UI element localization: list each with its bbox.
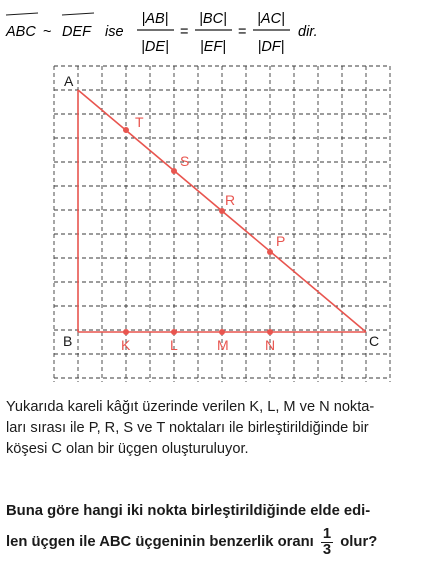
grid-figure	[0, 60, 448, 390]
label-n: N	[265, 337, 276, 353]
label-t: T	[135, 114, 144, 130]
label-l: L	[170, 337, 178, 353]
label-b: B	[63, 333, 73, 349]
prompt-line-2-text: len üçgen ile ABC üçgeninin benzerlik oranı	[6, 534, 314, 550]
fraction-1-denominator: |DE|	[141, 39, 169, 55]
equals-2: =	[238, 24, 247, 40]
point-p	[267, 249, 273, 255]
equals-1: =	[180, 24, 189, 40]
ise-word: ise	[105, 24, 124, 40]
similarity-formula	[0, 0, 448, 62]
point-m	[219, 329, 225, 335]
label-s: S	[180, 153, 190, 169]
question-prompt	[6, 499, 444, 559]
fraction-2-numerator: |BC|	[199, 11, 227, 27]
statement-line-3: köşesi C olan bir üçgen oluşturuluyor.	[6, 441, 249, 457]
point-l	[171, 329, 177, 335]
fraction-3-numerator: |AC|	[257, 11, 285, 27]
angle-arc-abc	[6, 13, 38, 15]
point-s	[171, 168, 177, 174]
point-k	[123, 329, 129, 335]
point-r	[219, 208, 225, 214]
ratio-numerator: 1	[322, 525, 332, 542]
fraction-2-denominator: |EF|	[199, 39, 227, 55]
sim-symbol: ~	[43, 24, 52, 40]
statement-line-2: ları sırası ile P, R, S ve T noktaları ile birleştirildiğinde bir	[6, 420, 369, 436]
sim-left: ABC	[6, 24, 36, 40]
point-labels	[121, 114, 285, 353]
problem-statement	[6, 397, 444, 460]
ratio-fraction	[321, 527, 333, 558]
point-t	[123, 127, 129, 133]
prompt-line-2-end: olur?	[340, 534, 378, 550]
prompt-line-2	[6, 525, 444, 559]
label-m: M	[217, 337, 229, 353]
label-c: C	[369, 333, 380, 349]
label-r: R	[225, 192, 236, 208]
ratio-denominator: 3	[322, 541, 332, 558]
fraction-1-numerator: |AB|	[141, 11, 169, 27]
statement-line-1: Yukarıda kareli kâğıt üzerinde verilen K, L, M ve N nokta-	[6, 399, 375, 415]
sim-right: DEF	[62, 24, 91, 40]
label-a: A	[64, 73, 74, 89]
point-n	[267, 329, 273, 335]
label-p: P	[276, 233, 286, 249]
angle-arc-def	[62, 13, 94, 15]
prompt-line-1: Buna göre hangi iki nokta birleştirildiğinde elde edi-	[6, 503, 371, 519]
label-k: K	[121, 337, 131, 353]
fraction-3-denominator: |DF|	[257, 39, 285, 55]
dir-word: dir.	[298, 24, 318, 40]
